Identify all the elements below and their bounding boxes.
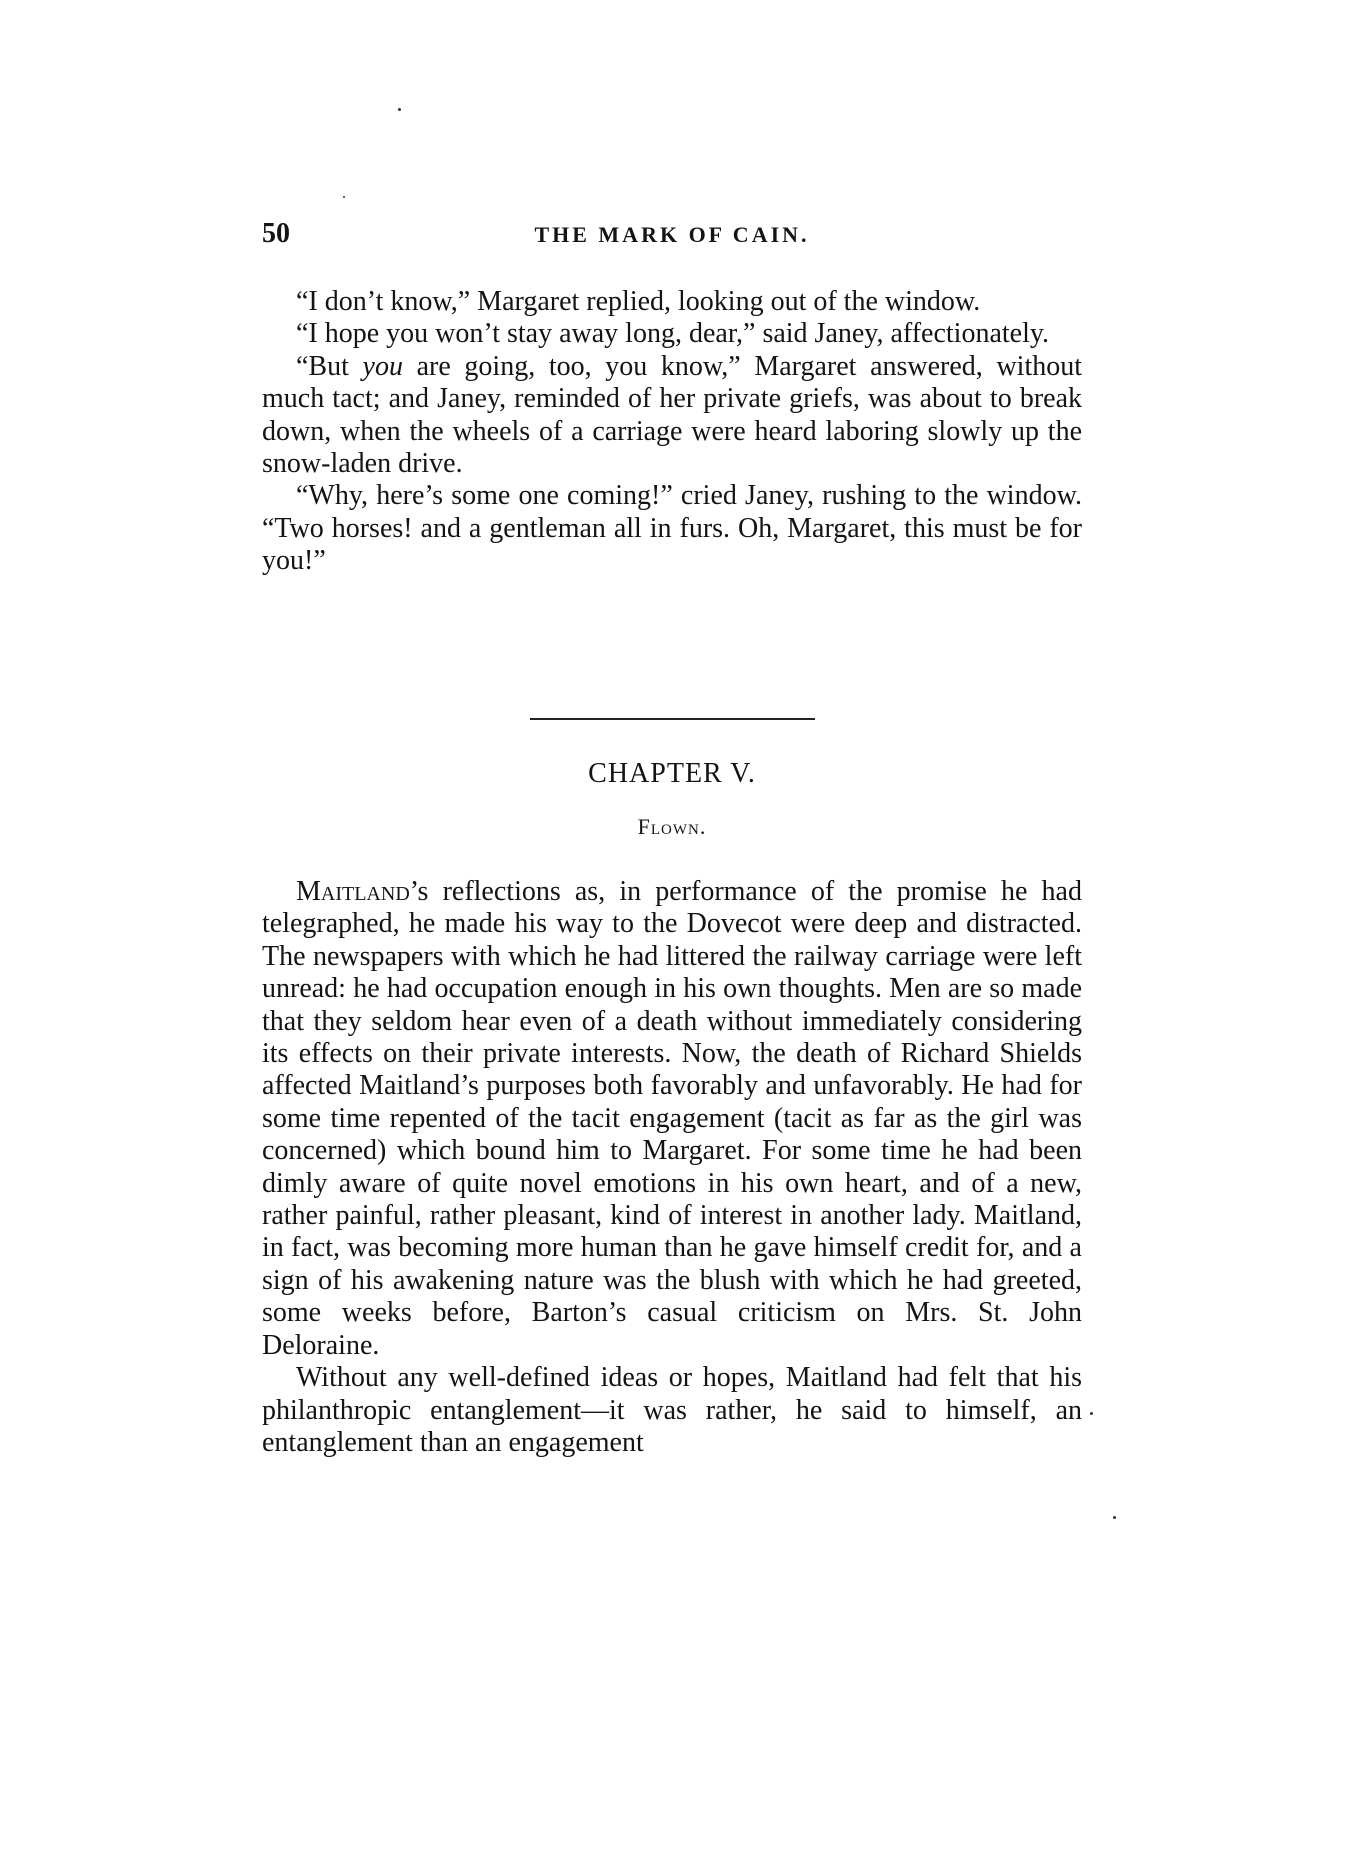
page-header [262,218,1082,258]
print-speck [1090,1412,1093,1415]
paragraph: Without any well-defined ideas or hopes, Maitland had felt that his philanthropic entanglement—it was rather, he said to himself, an entanglement than an engagement [262,1362,1082,1458]
running-title: THE MARK OF CAIN. [534,222,810,247]
page-number: 50 [262,218,290,249]
print-speck [1113,1516,1116,1519]
paragraph [262,351,1082,481]
lead-word: Maitland [296,876,410,907]
chapter-body [262,876,1082,1459]
chapter-subtitle: Flown. [637,814,707,839]
print-speck [398,108,401,111]
paragraph [262,876,1082,1362]
print-speck [343,196,345,198]
section-divider [530,718,815,720]
chapter-title: CHAPTER V. [588,758,756,789]
paragraph: “I hope you won’t stay away long, dear,” said Janey, affectionately. [296,318,1050,350]
emphasis-text: you [362,350,403,382]
paragraph-start: “But [296,350,363,382]
dialogue-block [262,286,1082,578]
paragraph: “Why, here’s some one coming!” cried Janey, rushing to the window. “Two horses! and a gentleman all in furs. Oh, Margaret, this must be for you!” [262,480,1082,577]
paragraph: “I don’t know,” Margaret replied, looking out of the window. [296,286,981,317]
paragraph-rest: are going, too, you know,” Margaret answered, without much tact; and Janey, reminded of her private griefs, was about to break down, when the wheels of a carriage were heard laboring slowly up the snow-laden drive. [262,350,1083,480]
paragraph-rest: ’s reflections as, in performance of the promise he had telegraphed, he made his way to the Dovecot were deep and distracted. The newspapers with which he had littered the railway carriage were left unread: he had occupation enough in his own thoughts. Men are so made that they seldom hear even of a death without immediately considering its effects on their private interests. Now, the death of Richard Shields affected Maitland’s purposes both favorably and unfavorably. He had for some time repented of the tacit engagement (tacit as far as the girl was concerned) which bound him to Margaret. For some time he had been dimly aware of quite novel emotions in his own heart, and of a new, rather painful, rather pleasant, kind of interest in another lady. Maitland, in fact, was becoming more human than he gave himself credit for, and a sign of his awakening nature was the blush with which he had greeted, some weeks before, Barton’s casual criticism on Mrs. St. John Deloraine. [262,876,1082,1361]
